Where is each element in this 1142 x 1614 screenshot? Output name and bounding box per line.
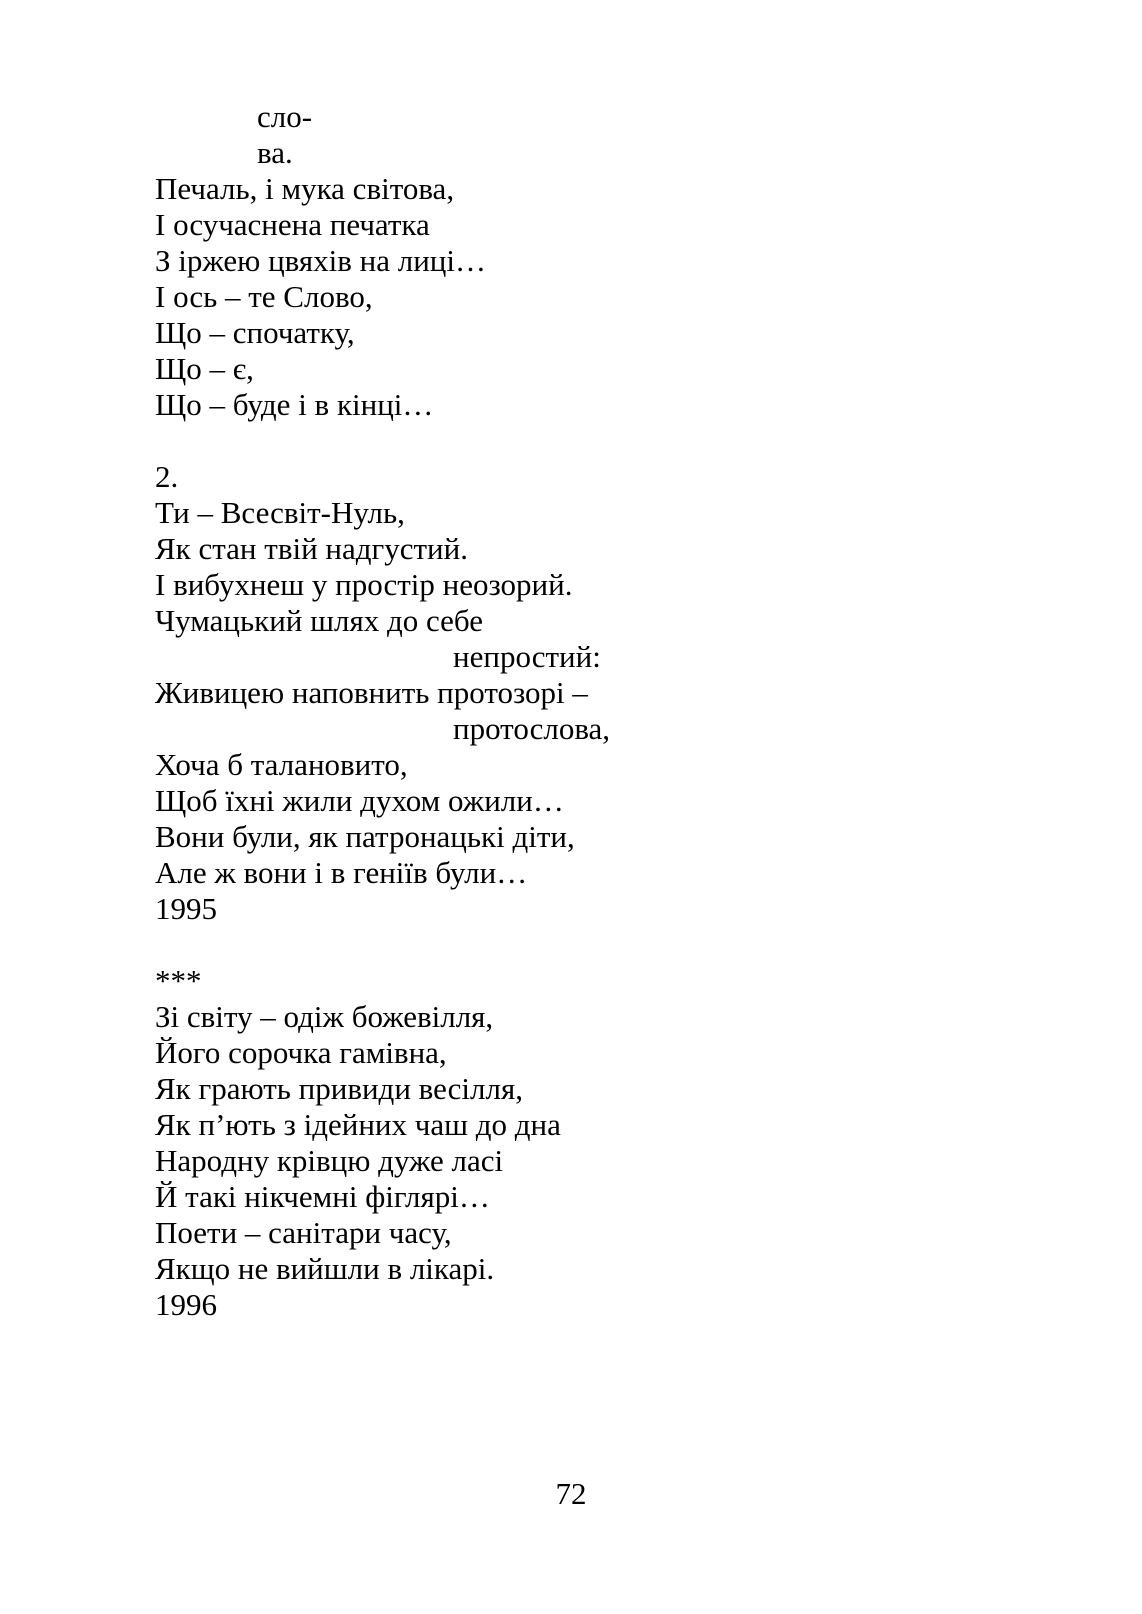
poem-line: Й такі нікчемні фіглярі… [155,1179,490,1214]
poem-line: Щоб їхні жили духом ожили… [155,783,564,818]
poem-line: Ти – Всесвіт-Нуль, [155,495,405,530]
poem-line: З іржею цвяхів на лиці… [155,243,487,278]
poem-line: Печаль, і мука світова, [155,171,455,206]
poem-line: непростий: [453,639,601,674]
poem-line: Що – буде і в кінці… [155,387,434,422]
poem-line: Що – спочатку, [155,315,355,350]
stanza-separator-asterisks: *** [155,963,202,998]
poem-line: І осучаснена печатка [155,207,430,242]
poem-line: Але ж вони і в геніїв були… [155,855,528,890]
poem-line: Поети – санітари часу, [155,1215,452,1250]
poem-line: І вибухнеш у простір неозорий. [155,567,573,602]
poem-line: Як грають привиди весілля, [155,1071,523,1106]
poem-year: 1996 [155,1287,217,1322]
poem-text [155,99,610,1323]
poem-line: протослова, [453,711,611,746]
poem-line: сло- [257,99,313,134]
poem-line: Чумацький шлях до себе [155,603,484,638]
poem-line: Зі світу – одіж божевілля, [155,999,494,1034]
poem-line: Як стан твій надгустий. [155,531,468,566]
poem-line: І ось – те Слово, [155,279,373,314]
poem-line: Що – є, [155,351,254,386]
poem-line: Народну крівцю дуже ласі [155,1143,504,1178]
poem-line: Хоча б талановито, [155,747,408,782]
poem-line: Живицею наповнить протозорі – [155,675,588,710]
page-number: 72 [555,1476,587,1511]
stanza-3 [155,963,610,1323]
poem-line: Якщо не вийшли в лікарі. [155,1251,495,1286]
poem-line: Його сорочка гамівна, [155,1035,447,1070]
poem-line: ва. [257,135,293,170]
stanza-1 [155,99,610,423]
stanza-number: 2. [155,459,179,494]
poem-year: 1995 [155,891,217,926]
poem-line: Вони були, як патронацькі діти, [155,819,575,854]
poem-line: Як п’ють з ідейних чаш до дна [155,1107,561,1142]
stanza-2 [155,459,610,927]
